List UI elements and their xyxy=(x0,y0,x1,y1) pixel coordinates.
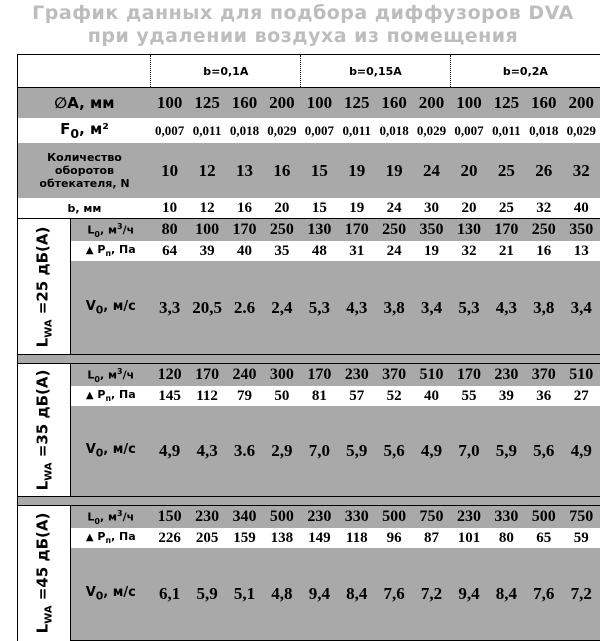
pressure-drop-value: 35 xyxy=(274,242,290,259)
section-separator xyxy=(18,497,601,506)
diameter-value: 100 xyxy=(456,93,482,112)
group-header: b=0,2A xyxy=(450,55,600,88)
noise-level-label xyxy=(18,219,71,355)
pressure-drop-value: 50 xyxy=(274,387,290,404)
dp-main: P xyxy=(93,388,106,402)
pressure-drop-value: 24 xyxy=(386,242,402,259)
velocity-value: 7,0 xyxy=(458,441,480,460)
v-tail: , м/с xyxy=(103,298,136,314)
flow-value: 350 xyxy=(569,221,594,238)
velocity-value: 5,3 xyxy=(458,297,480,317)
pressure-drop-value: 39 xyxy=(199,242,215,259)
pressure-drop-row xyxy=(18,528,601,548)
b-value: 32 xyxy=(525,198,562,219)
delta-icon: ▲ xyxy=(85,390,94,402)
area-label-tail: , м² xyxy=(79,120,109,138)
flow-value: 500 xyxy=(382,508,407,525)
flow-value: 170 xyxy=(456,366,481,383)
velocity-value: 7,0 xyxy=(308,441,330,460)
flow-value: 340 xyxy=(232,508,257,525)
flow-value: 750 xyxy=(569,508,594,525)
flow-value: 130 xyxy=(307,221,332,238)
pressure-drop-label xyxy=(70,386,151,406)
flow-value: 500 xyxy=(531,508,556,525)
section-separator xyxy=(18,355,601,364)
pressure-drop-value: 64 xyxy=(162,242,178,259)
title-line-1: График данных для подбора диффузоров DVA xyxy=(32,2,574,24)
velocity-value: 3.6 xyxy=(233,441,256,460)
turns-value: 15 xyxy=(310,160,328,180)
flow-value: 170 xyxy=(494,221,519,238)
flow-value: 510 xyxy=(569,366,594,383)
noise-tail: =45 дБ(А) xyxy=(33,512,52,606)
diameter-value: 200 xyxy=(269,93,295,112)
b-value: 40 xyxy=(562,198,600,219)
flow-row xyxy=(18,364,601,387)
velocity-value: 5,9 xyxy=(188,548,225,641)
noise-level-text xyxy=(33,370,54,491)
b-value: 16 xyxy=(226,198,263,219)
diameter-value: 200 xyxy=(418,93,445,112)
flow-tail: , м xyxy=(99,223,117,237)
v-tail: , м/с xyxy=(103,585,136,601)
velocity-value: 5,3 xyxy=(308,297,330,317)
pressure-drop-value: 16 xyxy=(536,242,552,259)
pressure-drop-value: 149 xyxy=(308,529,331,546)
velocity-value: 4,3 xyxy=(495,297,517,317)
area-value: 0,029 xyxy=(416,122,447,138)
velocity-value: 4,8 xyxy=(263,548,300,641)
dp-sub: п xyxy=(105,536,112,546)
pressure-drop-value: 81 xyxy=(311,387,327,404)
title-line-2: при удалении воздуха из помещения xyxy=(87,25,519,47)
separator-cell xyxy=(18,355,601,364)
area-value: 0,007 xyxy=(454,122,484,138)
turns-label-line: Количество xyxy=(47,151,122,164)
pressure-drop-value: 55 xyxy=(461,387,477,404)
turns-value: 24 xyxy=(423,160,441,180)
area-label-sub: 0 xyxy=(70,126,80,141)
b-value: 20 xyxy=(450,198,487,219)
pressure-drop-value: 226 xyxy=(158,529,181,546)
velocity-row xyxy=(18,548,601,641)
area-value: 0,007 xyxy=(304,122,334,138)
flow-value: 170 xyxy=(307,366,332,383)
turns-value: 10 xyxy=(161,160,179,180)
pressure-drop-row xyxy=(18,241,601,261)
flow-label xyxy=(70,219,151,242)
dp-tail: , Па xyxy=(111,388,136,402)
velocity-value: 7,6 xyxy=(525,548,562,641)
diameter-value: 125 xyxy=(343,93,370,112)
velocity-value: 3,4 xyxy=(420,297,443,317)
pressure-drop-value: 59 xyxy=(573,529,589,546)
flow-value: 230 xyxy=(456,508,481,525)
velocity-value: 5,6 xyxy=(383,441,405,460)
velocity-value: 9,4 xyxy=(301,548,338,641)
delta-icon: ▲ xyxy=(85,245,94,257)
diameter-row xyxy=(18,88,601,119)
separator-cell xyxy=(18,497,601,506)
flow-value: 330 xyxy=(494,508,519,525)
velocity-value: 6,1 xyxy=(151,548,188,641)
flow-sub: 0 xyxy=(94,516,100,526)
velocity-value: 5,1 xyxy=(226,548,263,641)
velocity-label xyxy=(70,261,151,355)
flow-value: 230 xyxy=(344,366,369,383)
b-value: 24 xyxy=(375,198,412,219)
pressure-drop-value: 79 xyxy=(236,387,252,404)
velocity-value: 4,3 xyxy=(346,297,368,317)
velocity-value: 7,6 xyxy=(375,548,412,641)
diameter-value: 100 xyxy=(156,93,183,112)
noise-level-text xyxy=(33,226,54,347)
b-value: 20 xyxy=(263,198,300,219)
b-value: 19 xyxy=(338,198,375,219)
area-value: 0,018 xyxy=(379,122,409,138)
pressure-drop-value: 31 xyxy=(349,242,365,259)
flow-value: 150 xyxy=(157,508,182,525)
diameter-value: 125 xyxy=(493,93,520,112)
b-value: 25 xyxy=(488,198,525,219)
velocity-value: 5,9 xyxy=(495,441,517,460)
flow-main: L xyxy=(87,510,95,524)
velocity-value: 2,9 xyxy=(271,441,293,460)
noise-tail: =35 дБ(А) xyxy=(33,369,52,463)
pressure-drop-value: 13 xyxy=(573,242,589,259)
b-row xyxy=(18,198,601,219)
turns-value: 19 xyxy=(385,160,403,180)
b-value: 10 xyxy=(151,198,188,219)
b-value: 12 xyxy=(188,198,225,219)
noise-sub: WA xyxy=(43,318,55,338)
pressure-drop-value: 112 xyxy=(196,387,218,404)
velocity-value: 4,9 xyxy=(159,441,181,460)
velocity-value: 3,8 xyxy=(533,297,555,317)
flow-end: /ч xyxy=(122,223,135,237)
b-value: 15 xyxy=(301,198,338,219)
velocity-value: 4,9 xyxy=(570,441,592,460)
pressure-drop-value: 159 xyxy=(233,529,256,546)
flow-value: 130 xyxy=(456,221,481,238)
area-label-main: F xyxy=(60,120,71,138)
flow-label xyxy=(70,506,151,529)
flow-tail: , м xyxy=(99,368,117,382)
velocity-value: 2,4 xyxy=(271,297,293,317)
turns-label-line: оборотов xyxy=(54,164,115,177)
velocity-value: 3,4 xyxy=(570,297,592,317)
flow-sup: 3 xyxy=(116,366,123,376)
velocity-value: 3,8 xyxy=(383,297,405,317)
v-main: V xyxy=(85,298,96,314)
turns-value: 16 xyxy=(273,160,291,180)
pressure-drop-value: 19 xyxy=(424,242,440,259)
flow-tail: , м xyxy=(99,510,117,524)
header-corner xyxy=(18,55,151,88)
turns-value: 19 xyxy=(348,160,366,180)
page-title xyxy=(0,2,606,48)
area-value: 0,018 xyxy=(229,122,260,138)
velocity-label xyxy=(70,406,151,497)
dp-main: P xyxy=(93,530,106,544)
area-label xyxy=(18,118,151,143)
noise-level-text xyxy=(33,513,54,634)
diameter-value: 125 xyxy=(194,93,220,112)
dp-main: P xyxy=(93,243,106,257)
pressure-drop-value: 52 xyxy=(386,387,402,404)
velocity-value: 8,4 xyxy=(338,548,375,641)
noise-main: L xyxy=(33,480,52,491)
flow-value: 170 xyxy=(344,221,369,238)
delta-icon: ▲ xyxy=(85,532,94,544)
dp-tail: , Па xyxy=(111,530,136,544)
dp-sub: п xyxy=(105,394,112,404)
noise-sub: WA xyxy=(43,462,55,481)
flow-value: 80 xyxy=(161,221,178,238)
pressure-drop-value: 48 xyxy=(311,242,327,259)
area-value: 0,011 xyxy=(492,122,521,138)
diameter-value: 100 xyxy=(306,93,333,112)
turns-value: 32 xyxy=(572,160,590,180)
turns-value: 26 xyxy=(535,160,553,180)
area-value: 0,029 xyxy=(267,122,297,138)
noise-main: L xyxy=(33,624,52,634)
flow-value: 750 xyxy=(419,508,444,525)
dp-sub: п xyxy=(105,249,112,259)
flow-sup: 3 xyxy=(116,508,123,518)
turns-label xyxy=(18,143,151,198)
flow-value: 170 xyxy=(195,366,220,383)
noise-level-label xyxy=(18,506,71,641)
noise-main: L xyxy=(33,337,52,347)
flow-value: 510 xyxy=(419,366,444,383)
flow-main: L xyxy=(87,368,95,382)
velocity-row xyxy=(18,261,601,355)
pressure-drop-label xyxy=(70,241,151,261)
pressure-drop-value: 145 xyxy=(158,387,181,404)
flow-end: /ч xyxy=(122,510,135,524)
diameter-label: ∅A, мм xyxy=(18,88,151,119)
flow-value: 250 xyxy=(382,221,407,238)
group-header: b=0,1A xyxy=(151,55,301,88)
pressure-drop-value: 205 xyxy=(195,529,219,546)
pressure-drop-value: 65 xyxy=(536,529,552,546)
b-label: b, мм xyxy=(18,198,151,219)
pressure-drop-value: 118 xyxy=(345,529,368,546)
flow-main: L xyxy=(87,223,95,237)
flow-row xyxy=(18,219,601,242)
flow-value: 100 xyxy=(195,221,220,238)
b-value: 30 xyxy=(413,198,450,219)
dp-tail: , Па xyxy=(111,243,136,257)
diameter-value: 160 xyxy=(531,93,557,112)
v-tail: , м/с xyxy=(103,442,136,458)
pressure-drop-value: 21 xyxy=(498,242,514,259)
flow-value: 300 xyxy=(269,366,294,383)
velocity-value: 7,2 xyxy=(562,548,600,641)
pressure-drop-value: 101 xyxy=(457,529,481,546)
flow-end: /ч xyxy=(122,368,135,382)
flow-value: 350 xyxy=(419,221,444,238)
velocity-value: 9,4 xyxy=(450,548,487,641)
flow-value: 370 xyxy=(382,366,407,383)
header-row xyxy=(18,55,601,88)
flow-value: 250 xyxy=(531,221,556,238)
flow-value: 230 xyxy=(307,508,332,525)
velocity-value: 3,3 xyxy=(159,297,181,317)
diffuser-data-table xyxy=(17,54,600,641)
flow-sub: 0 xyxy=(94,374,100,384)
diameter-value: 160 xyxy=(381,93,407,112)
turns-value: 25 xyxy=(497,160,515,180)
diameter-value: 200 xyxy=(568,93,594,112)
turns-value: 12 xyxy=(198,160,216,180)
flow-value: 500 xyxy=(269,508,294,525)
velocity-value: 7,2 xyxy=(413,548,450,641)
pressure-drop-value: 96 xyxy=(386,529,402,546)
pressure-drop-value: 39 xyxy=(498,387,514,404)
v-sub: 0 xyxy=(95,589,104,603)
flow-value: 170 xyxy=(232,221,257,238)
pressure-drop-label xyxy=(70,528,151,548)
velocity-label xyxy=(70,548,151,641)
velocity-value: 4,9 xyxy=(420,441,443,460)
flow-value: 120 xyxy=(157,366,182,383)
pressure-drop-value: 80 xyxy=(498,529,514,546)
velocity-row xyxy=(18,406,601,497)
turns-value: 20 xyxy=(460,160,478,180)
flow-value: 230 xyxy=(195,508,220,525)
flow-label xyxy=(70,364,151,387)
flow-sub: 0 xyxy=(94,229,100,239)
pressure-drop-row xyxy=(18,386,601,406)
noise-level-label xyxy=(18,364,71,497)
velocity-value: 20,5 xyxy=(192,297,222,317)
area-row xyxy=(18,118,601,143)
velocity-value: 4,3 xyxy=(196,441,218,460)
v-sub: 0 xyxy=(95,303,104,317)
flow-value: 230 xyxy=(494,366,519,383)
area-value: 0,018 xyxy=(529,122,559,138)
pressure-drop-value: 138 xyxy=(270,529,294,546)
velocity-value: 8,4 xyxy=(488,548,525,641)
flow-value: 240 xyxy=(232,366,257,383)
pressure-drop-value: 27 xyxy=(573,387,589,404)
diameter-value: 160 xyxy=(231,93,258,112)
pressure-drop-value: 40 xyxy=(424,387,440,404)
flow-value: 370 xyxy=(531,366,556,383)
v-main: V xyxy=(85,585,96,601)
flow-value: 250 xyxy=(269,221,294,238)
flow-sup: 3 xyxy=(116,221,123,231)
v-sub: 0 xyxy=(95,446,104,460)
group-header: b=0,15A xyxy=(301,55,451,88)
noise-tail: =25 дБ(А) xyxy=(33,226,52,319)
pressure-drop-value: 87 xyxy=(424,529,440,546)
noise-sub: WA xyxy=(43,605,55,625)
v-main: V xyxy=(85,442,96,458)
velocity-value: 2.6 xyxy=(233,297,256,317)
velocity-value: 5,6 xyxy=(533,441,555,460)
area-value: 0,029 xyxy=(566,122,596,138)
pressure-drop-value: 57 xyxy=(349,387,365,404)
area-value: 0,011 xyxy=(342,122,371,138)
turns-value: 13 xyxy=(235,160,253,180)
velocity-value: 5,9 xyxy=(346,441,368,460)
pressure-drop-value: 32 xyxy=(461,242,477,259)
pressure-drop-value: 36 xyxy=(536,387,552,404)
flow-row xyxy=(18,506,601,529)
turns-row xyxy=(18,143,601,198)
turns-label-line: обтекателя, N xyxy=(39,177,130,190)
pressure-drop-value: 40 xyxy=(236,242,252,259)
area-value: 0,007 xyxy=(155,122,185,138)
area-value: 0,011 xyxy=(192,122,222,138)
flow-value: 330 xyxy=(344,508,369,525)
